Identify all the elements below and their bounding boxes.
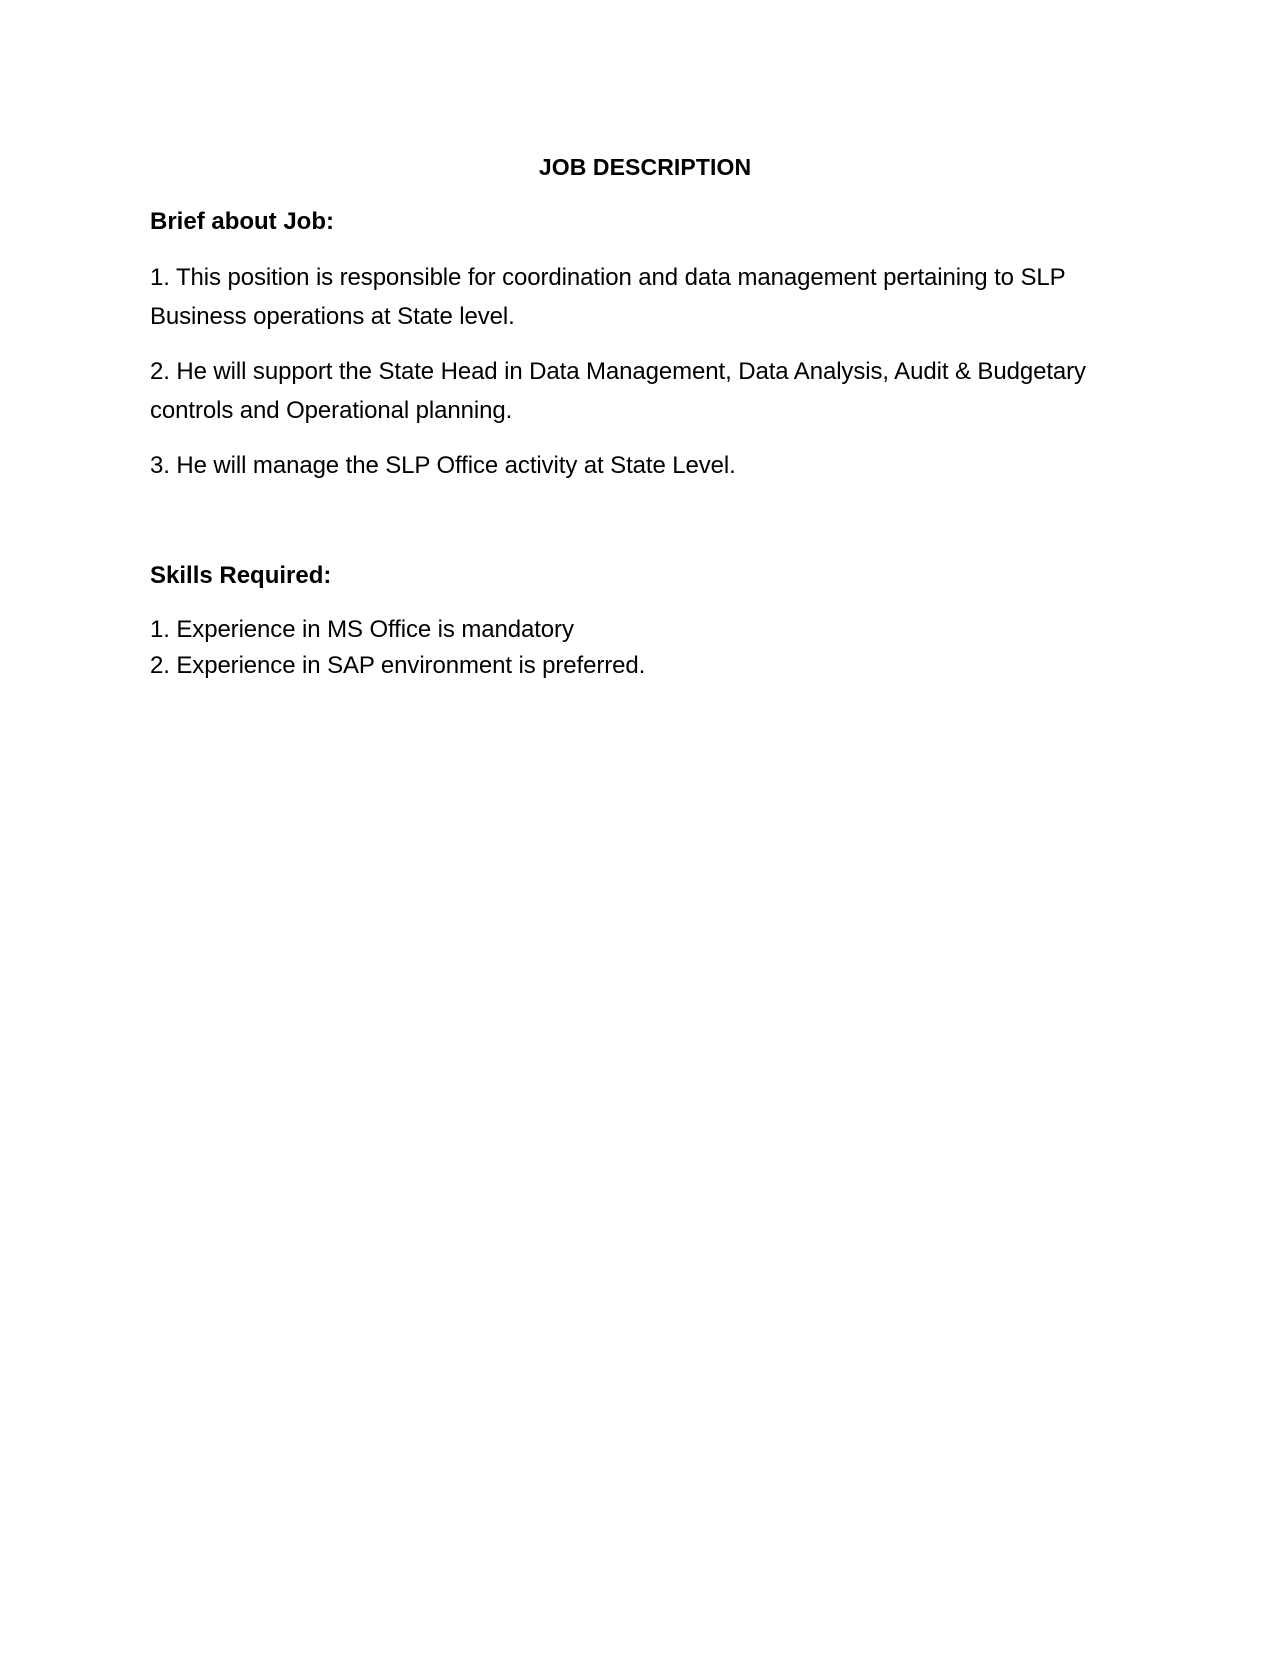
brief-heading: Brief about Job: (150, 208, 334, 235)
brief-item-3: 3. He will manage the SLP Office activity at State Level. (150, 452, 736, 479)
brief-item-1: 1. This position is responsible for coordination and data management pertaining to SLP Business operations at State level. (150, 264, 1066, 330)
skills-heading: Skills Required: (150, 562, 332, 589)
skills-item-2: 2. Experience in SAP environment is preferred. (150, 652, 646, 679)
brief-item-2: 2. He will support the State Head in Data Management, Data Analysis, Audit & Budgetary controls and Operational planning. (150, 358, 1086, 424)
skills-item-1: 1. Experience in MS Office is mandatory (150, 616, 574, 643)
document-title: JOB DESCRIPTION (538, 154, 752, 180)
